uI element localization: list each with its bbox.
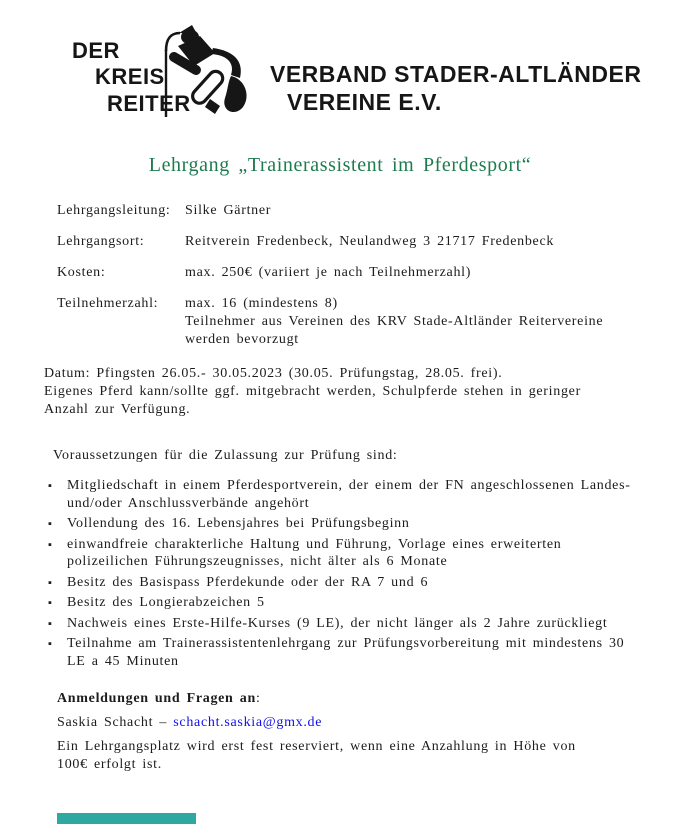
detail-row-teilnehmerzahl xyxy=(57,295,680,349)
email-link[interactable]: schacht.saskia@gmx.de xyxy=(173,715,323,730)
date-line3: Anzahl zur Verfügung. xyxy=(44,402,191,417)
dash-separator: – xyxy=(159,715,168,730)
requirement-item xyxy=(48,635,642,670)
requirement-text: Besitz des Longierabzeichen 5 xyxy=(67,595,265,610)
requirement-item xyxy=(48,515,642,533)
contact-heading-colon: : xyxy=(255,691,261,706)
contact-section xyxy=(57,690,680,774)
contact-heading-text: Anmeldungen und Fragen an xyxy=(57,691,256,706)
requirement-text: Besitz des Basispass Pferdekunde oder der RA 7 und 6 xyxy=(67,574,429,590)
footer-accent-bar xyxy=(57,813,196,824)
contact-name: Saskia Schacht xyxy=(57,715,154,730)
detail-value: max. 250€ (variiert je nach Teilnehmerzahl) xyxy=(185,265,472,280)
participants-line2: Teilnehmer aus Vereinen des KRV Stade-Altländer Reitervereine xyxy=(185,314,604,329)
date-line2: Eigenes Pferd kann/sollte ggf. mitgebracht werden, Schulpferde stehen in geringer xyxy=(44,384,581,399)
deposit-note-line1: Ein Lehrgangsplatz wird erst fest reserviert, wenn eine Anzahlung in Höhe von xyxy=(57,739,576,754)
detail-label: Lehrgangsort: xyxy=(57,234,145,249)
detail-row-leitung xyxy=(57,202,680,220)
participants-line1: max. 16 (mindestens 8) xyxy=(185,296,338,311)
requirement-item xyxy=(48,615,642,633)
detail-row-ort xyxy=(57,233,680,251)
detail-label: Teilnehmerzahl: xyxy=(57,296,159,311)
logo-org-line1: VERBAND STADER-ALTLÄNDER xyxy=(270,61,642,87)
requirement-text: Nachweis eines Erste-Hilfe-Kurses (9 LE), der nicht länger als 2 Jahre zurückliegt xyxy=(67,615,608,631)
bullet-icon: ▪ xyxy=(48,617,53,630)
requirement-text: einwandfreie charakterliche Haltung und Führung, Vorlage eines erweiterten polizeilichen Führungszeugnisses, nicht älter als 6 Monate xyxy=(67,536,562,569)
detail-label: Lehrgangsleitung: xyxy=(57,203,171,218)
bullet-icon: ▪ xyxy=(48,597,53,609)
requirement-text: Teilnahme am Trainerassistentenlehrgang zur Prüfungsvorbereitung mit mindestens 30 LE a 45 Minuten xyxy=(67,636,625,669)
contact-heading xyxy=(57,690,680,708)
bullet-icon: ▪ xyxy=(48,518,53,530)
requirement-item xyxy=(48,536,642,571)
bullet-icon: ▪ xyxy=(48,538,53,551)
requirement-text: Mitgliedschaft in einem Pferdesportverein, der einem der FN angeschlossenen Landes- und/oder Anschlussverbände angehört xyxy=(67,478,631,511)
bullet-icon: ▪ xyxy=(48,638,53,650)
requirement-item xyxy=(48,477,642,512)
requirements-heading: Voraussetzungen für die Zulassung zur Prüfung sind: xyxy=(53,448,398,463)
logo-block xyxy=(0,0,680,130)
logo-word-kreis: KREIS xyxy=(95,64,165,89)
page-title: Lehrgang „Trainerassistent im Pferdesport“ xyxy=(148,154,532,176)
deposit-note-line2: 100€ erfolgt ist. xyxy=(57,757,162,772)
requirements-list xyxy=(0,477,680,670)
logo-org-line2: VEREINE E.V. xyxy=(287,89,442,115)
detail-value: Silke Gärtner xyxy=(185,203,272,218)
bullet-icon: ▪ xyxy=(48,576,53,589)
requirement-item xyxy=(48,574,642,592)
course-details xyxy=(57,202,680,349)
date-line1: Datum: Pfingsten 26.05.- 30.05.2023 (30.05. Prüfungstag, 28.05. frei). xyxy=(44,366,503,381)
detail-label: Kosten: xyxy=(57,265,106,280)
date-paragraph xyxy=(44,365,680,419)
requirement-item xyxy=(48,594,642,612)
requirement-text: Vollendung des 16. Lebensjahres bei Prüfungsbeginn xyxy=(67,516,410,531)
logo-word-reiter: REITER xyxy=(107,91,191,116)
jumping-horse-rider-icon xyxy=(133,24,268,119)
participants-line3: werden bevorzugt xyxy=(185,332,299,347)
contact-name-line xyxy=(57,714,680,732)
logo-word-der: DER xyxy=(72,38,120,63)
detail-row-kosten xyxy=(57,264,680,282)
deposit-note xyxy=(57,738,680,774)
detail-value: Reitverein Fredenbeck, Neulandweg 3 21717 Fredenbeck xyxy=(185,234,555,249)
bullet-icon: ▪ xyxy=(48,480,53,492)
detail-value xyxy=(185,295,680,349)
